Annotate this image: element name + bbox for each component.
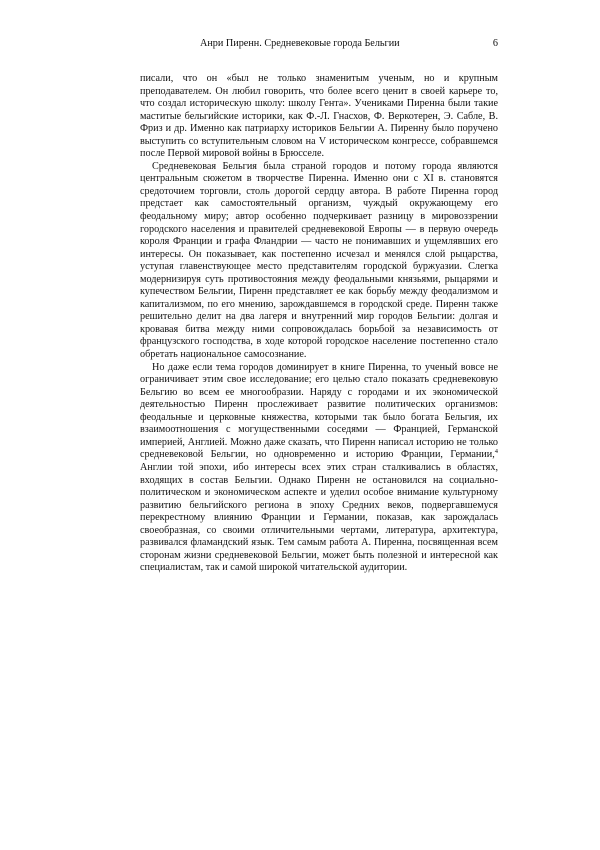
paragraph-2: Средневековая Бельгия была страной городов и потому города являются центральным сюжетом в творчестве Пиренна. Именно они с XI в. становятся средоточием торговли, столь дорогой сердцу автора. В работе Пиренна город предстает как самостоятельный организм, чуждый окружающему его феодальному миру; автор особенно подчеркивает разницу в мировоззрении городского населения и правителей средневековой Европы — в первую очередь короля Франции и графа Фландрии — часто не понимавших и ущемлявших его интересы. Он показывает, как постепенно исчезал и менялся слой рыцарства, уступая главенствующее место представителям городской буржуазии. Слегка модернизируя суть противостояния между феодальными князьями, рыцарями и купечеством Бельгии, Пиренн представляет ее как борьбу между феодализмом и капитализмом, по его мнению, зарождавшемся в городской среде. Пиренн также решительно делит на два лагеря и внутренний мир городов Бельгии: долгая и кровавая битва между ними сопровождалась борьбой за независимость от французского господства, в ходе которой городское население постепенно стало обретать национальное самосознание. xyxy=(140,160,498,361)
paragraph-3-text-after: Англии той эпохи, ибо интересы всех этих стран сталкивались в областях, входящих в состав Бельгии. Однако Пиренн не остановился на социально-политическом и экономическом аспекте и уделил особое внимание культурному развитию бельгийского региона в эпоху Средних веков, подвергавшемуся перекрестному влиянию Франции и Германии, показав, как зарождалась своеобразная, со своими отличительными чертами, литература, архитектура, развивался фламандский язык. Тем самым работа А. Пиренна, посвященная всем сторонам жизни средневековой Бельгии, может быть полезной и интересной как специалистам, так и самой широкой читательской аудитории. xyxy=(140,461,498,574)
body-text xyxy=(140,73,498,575)
running-title: Анри Пиренн. Средневековые города Бельгии xyxy=(200,38,400,49)
paragraph-1: писали, что он «был не только знаменитым ученым, но и крупным преподавателем. Он любил говорить, что более всего ценит в своей карьере то, что создал историческую школу: школу Гента». Учениками Пиренна были такие маститые бельгийские историки, как Ф.-Л. Гнасхов, Ф. Веркотерен, Э. Сабле, В. Фриз и др. Именно как патриарху историков Бельгии А. Пиренну было поручено выступить со вступительным словом на V историческом конгрессе, собравшемся после Первой мировой войны в Брюсселе. xyxy=(140,73,498,160)
paragraph-3-text-before: Но даже если тема городов доминирует в книге Пиренна, то ученый вовсе не ограничивает этим свое исследование; его целью стало показать средневековую Бельгию во всем ее многообразии. Наряду с городами и их экономической деятельностью Пиренн прослеживает развитие политических организмов: феодальные и церковные княжества, которыми так было богата Бельгия, их взаимоотношения с могущественными соседями — Францией, Германской империей, Англией. Можно даже сказать, что Пиренн написал историю не только средневековой Бельгии, но одновременно и историю Франции, Германии, xyxy=(140,361,498,461)
page-number: 6 xyxy=(492,38,498,49)
footnote-reference[interactable]: 4 xyxy=(494,448,498,456)
paragraph-3 xyxy=(140,362,498,575)
